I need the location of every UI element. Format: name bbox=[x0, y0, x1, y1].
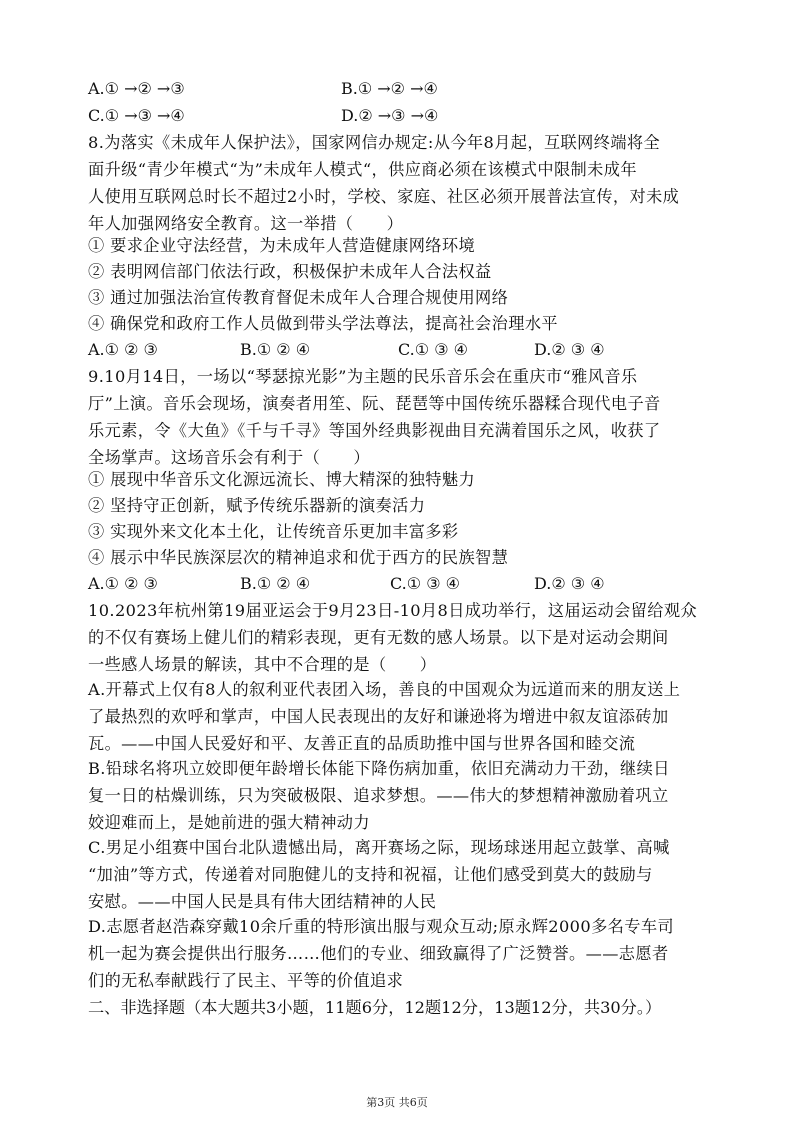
q7-option-b: B.① →② →④ bbox=[341, 79, 438, 98]
q10-option-c-line: “加油”等方式，传递着对同胞健儿的支持和祝福，让他们感受到莫大的鼓励与 bbox=[88, 865, 653, 884]
section-2-heading: 二、非选择题（本大题共3小题，11题6分，12题12分，13题12分，共30分。） bbox=[88, 998, 662, 1017]
q8-option-d: D.② ③ ④ bbox=[534, 340, 605, 359]
q8-stem-line: 人使用互联网总时长不超过2小时，学校、家庭、社区必须开展普法宣传，对未成 bbox=[88, 187, 680, 206]
q10-option-b-line: B.铅球名将巩立姣即便年龄增长体能下降伤病加重，依旧充满动力干劲，继续日 bbox=[88, 759, 670, 778]
q8-stem-line: 年人加强网络安全教育。这一举措（ ） bbox=[88, 214, 404, 233]
q8-item-3: ③ 通过加强法治宣传教育督促未成年人合理合规使用网络 bbox=[88, 288, 509, 307]
q10-stem-line: 10.2023年杭州第19届亚运会于9月23日-10月8日成功举行，这届运动会留给观众 bbox=[88, 601, 698, 620]
q8-option-a: A.① ② ③ bbox=[88, 340, 158, 359]
q9-item-3: ③ 实现外来文化本土化，让传统音乐更加丰富多彩 bbox=[88, 522, 459, 541]
q10-option-a-line: A.开幕式上仅有8人的叙利亚代表团入场，善良的中国观众为远道而来的朋友送上 bbox=[88, 680, 681, 699]
q8-item-4: ④ 确保党和政府工作人员做到带头学法尊法，提高社会治理水平 bbox=[88, 314, 558, 333]
q10-option-b-line: 姣迎难而上，是她前进的强大精神动力 bbox=[88, 813, 370, 832]
q9-option-a: A.① ② ③ bbox=[88, 574, 158, 593]
q9-stem-line: 9.10月14日，一场以“琴瑟掠光影”为主题的民乐音乐会在重庆市“雅风音乐 bbox=[88, 367, 638, 386]
q9-option-b: B.① ② ④ bbox=[240, 574, 311, 593]
q7-option-d: D.② →③ →④ bbox=[341, 106, 439, 125]
q10-option-d-line: 机一起为赛会提供出行服务……他们的专业、细致赢得了广泛赞誉。——志愿者 bbox=[88, 944, 669, 963]
q8-item-2: ② 表明网信部门依法行政，积极保护未成年人合法权益 bbox=[88, 262, 492, 281]
q7-option-c: C.① →③ →④ bbox=[88, 106, 185, 125]
page-number-footer: 第3页 共6页 bbox=[366, 1096, 428, 1109]
q8-item-1: ① 要求企业守法经营，为未成年人营造健康网络环境 bbox=[88, 236, 476, 255]
q9-stem-line: 厅”上演。音乐会现场，演奏者用笙、阮、琵琶等中国传统乐器糅合现代电子音 bbox=[88, 394, 661, 413]
q9-item-4: ④ 展示中华民族深层次的精神追求和优于西方的民族智慧 bbox=[88, 548, 509, 567]
q10-option-d-line: 们的无私奉献践行了民主、平等的价值追求 bbox=[88, 971, 404, 990]
q10-stem-line: 一些感人场景的解读，其中不合理的是（ ） bbox=[88, 655, 437, 674]
q9-item-1: ① 展现中华音乐文化源远流长、博大精深的独特魅力 bbox=[88, 470, 476, 489]
q7-option-a: A.① →② →③ bbox=[88, 79, 185, 98]
q9-item-2: ② 坚持守正创新，赋予传统乐器新的演奏活力 bbox=[88, 496, 426, 515]
q9-stem-line: 乐元素，令《大鱼》《千与千寻》等国外经典影视曲目充满着国乐之风，收获了 bbox=[88, 421, 661, 440]
q9-option-d: D.② ③ ④ bbox=[534, 574, 605, 593]
q9-stem-line: 全场掌声。这场音乐会有利于（ ） bbox=[88, 448, 370, 467]
q10-option-a-line: 了最热烈的欢呼和掌声，中国人民表现出的友好和谦逊将为增进中叙友谊添砖加 bbox=[88, 707, 669, 726]
q8-option-b: B.① ② ④ bbox=[240, 340, 311, 359]
q8-stem-line: 面升级“青少年模式“为”未成年人模式“，供应商必须在该模式中限制未成年 bbox=[88, 160, 637, 179]
q10-stem-line: 的不仅有赛场上健儿们的精彩表现，更有无数的感人场景。以下是对运动会期间 bbox=[88, 628, 669, 647]
q8-option-c: C.① ③ ④ bbox=[398, 340, 468, 359]
q10-option-b-line: 复一日的枯燥训练，只为突破极限、追求梦想。——伟大的梦想精神激励着巩立 bbox=[88, 786, 669, 805]
q10-option-d-line: D.志愿者赵浩森穿戴10余斤重的特形演出服与观众互动;原永辉2000多名专车司 bbox=[88, 917, 675, 936]
q10-option-a-line: 瓦。——中国人民爱好和平、友善正直的品质助推中国与世界各国和睦交流 bbox=[88, 734, 636, 753]
q10-option-c-line: C.男足小组赛中国台北队遗憾出局，离开赛场之际，现场球迷用起立鼓掌、高喊 bbox=[88, 838, 670, 857]
q9-option-c: C.① ③ ④ bbox=[390, 574, 460, 593]
q10-option-c-line: 安慰。——中国人民是具有伟大团结精神的人民 bbox=[88, 892, 437, 911]
q8-stem-line: 8.为落实《未成年人保护法》，国家网信办规定:从今年8月起，互联网终端将全 bbox=[88, 133, 661, 152]
